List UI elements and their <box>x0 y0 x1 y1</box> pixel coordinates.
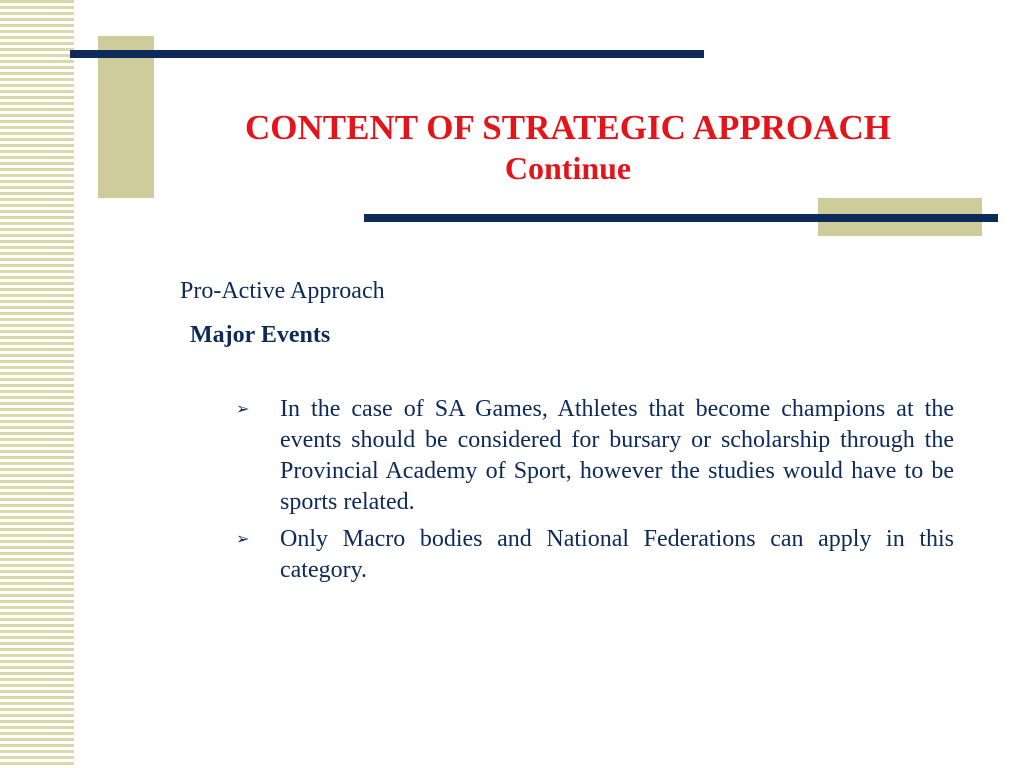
section-heading: Major Events <box>190 322 331 348</box>
arrow-bullet-icon: ➢ <box>236 401 250 418</box>
decorative-stripes <box>0 0 74 768</box>
slide-subtitle: Pro-Active Approach <box>180 278 385 304</box>
bullet-list <box>232 394 954 592</box>
slide-title <box>200 106 936 186</box>
decorative-block-left <box>98 36 154 198</box>
slide-title-line1: CONTENT OF STRATEGIC APPROACH <box>245 108 891 147</box>
bullet-item <box>232 524 954 586</box>
slide-title-line2: Continue <box>504 150 632 186</box>
bullet-text: Only Macro bodies and National Federations can apply in this category. <box>280 526 954 583</box>
decorative-bar-top <box>70 50 704 58</box>
arrow-bullet-icon: ➢ <box>236 531 250 548</box>
decorative-bar-bottom <box>364 214 998 222</box>
bullet-text: In the case of SA Games, Athletes that become champions at the events should be considered for bursary or scholarship through the Provincial Academy of Sport, however the studies would have to be sports related. <box>280 396 954 515</box>
bullet-item <box>232 394 954 518</box>
